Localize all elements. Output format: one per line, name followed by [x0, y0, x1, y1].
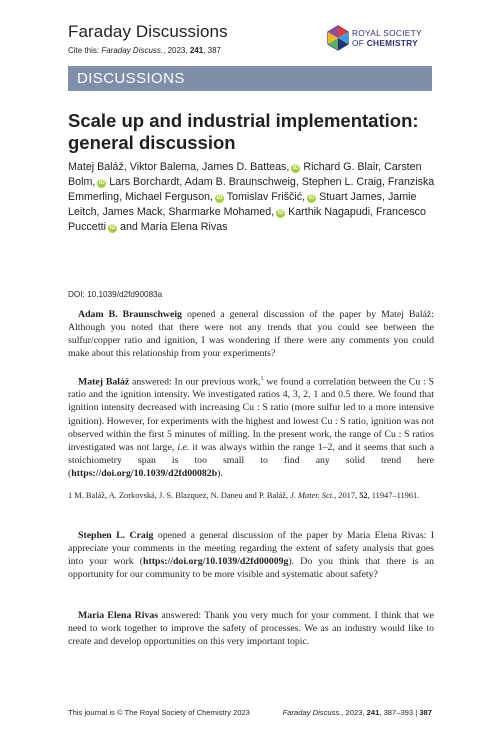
paragraph-text: opened a general discussion of the paper by Matej Baláž: Although you noted that there were not any trends that you could see between the sulfur/copper ratio and ignition, I was wondering if there were any comments you could make about this relationship from your experiments?: [68, 309, 435, 360]
cite-page: , 387: [203, 46, 221, 55]
doi-link[interactable]: https://doi.org/10.1039/d2fd00082b: [71, 467, 218, 479]
footer-volume: 241: [366, 708, 380, 717]
speaker-name: Adam B. Braunschweig: [78, 309, 182, 320]
orcid-icon[interactable]: iD: [292, 165, 299, 171]
cite-prefix: Cite this:: [68, 46, 102, 55]
author-group: Tomislav Friščić,: [223, 191, 306, 203]
section-label: DISCUSSIONS: [77, 70, 185, 87]
author-group: and Maria Elena Rivas: [117, 221, 228, 233]
reference-volume: 52: [359, 491, 368, 500]
author-group: Matej Baláž, Viktor Balema, James D. Batteas,: [68, 161, 290, 173]
cite-volume: 241: [189, 46, 204, 55]
rsc-hexagon-logo-icon: [326, 25, 350, 53]
publisher-line-1: ROYAL SOCIETY: [352, 28, 422, 38]
paragraph-text: opened a general discussion of the paper by Maria Elena Rivas: I appreciate your comments in the meeting regarding the extent of safety analysis that goes into your work (: [68, 530, 435, 568]
page-number: 387: [419, 708, 432, 717]
author-group: Stuart James, Jamie Leitch, James Mack, Sharmarke Mohamed,: [68, 191, 417, 218]
orcid-icon[interactable]: iD: [277, 210, 284, 216]
author-group: Richard G. Blair, Carsten Bolm,: [68, 161, 422, 188]
discussion-paragraph: [68, 609, 434, 648]
footer-journal: Faraday Discuss.: [282, 708, 342, 717]
doi-link[interactable]: https://doi.org/10.1039/d2fd00009g: [143, 556, 289, 568]
publisher-of: OF: [352, 38, 367, 48]
cite-journal: Faraday Discuss.: [101, 46, 164, 55]
paragraph-text: answered: In our previous work,: [129, 376, 261, 388]
orcid-icon[interactable]: iD: [109, 225, 116, 231]
publisher-name: [352, 28, 422, 48]
discussion-paragraph: [68, 373, 434, 480]
paragraph-text: i.e.: [177, 441, 190, 453]
publisher-chemistry: CHEMISTRY: [366, 38, 418, 48]
page-footer: [68, 708, 432, 717]
discussion-paragraph: [68, 308, 434, 360]
speaker-name: Maria Elena Rivas: [78, 610, 159, 621]
article-title: [68, 110, 438, 154]
section-band: [68, 66, 432, 91]
cite-year: , 2023,: [163, 46, 190, 55]
reference-entry: [68, 490, 434, 501]
reference-journal: J. Mater. Sci.: [290, 491, 335, 500]
reference-marker[interactable]: 1: [260, 376, 264, 382]
reference-authors: 1 M. Baláž, A. Zorkovská, J. S. Blazquez, N. Daneu and P. Baláž,: [68, 491, 291, 500]
citation-line: [68, 46, 221, 55]
author-list: [68, 160, 438, 235]
footer-copyright: This journal is © The Royal Society of Chemistry 2023: [68, 708, 250, 717]
doi[interactable]: DOI: 10.1039/d2fd90083a: [68, 290, 163, 299]
footer-pages: , 387–393 |: [379, 708, 420, 717]
title-line-2: general discussion: [68, 132, 236, 153]
journal-name: Faraday Discussions: [68, 22, 228, 41]
speaker-name: Stephen L. Craig: [78, 530, 154, 541]
author-group: Karthik Nagapudi, Francesco Puccetti: [68, 206, 426, 233]
orcid-icon[interactable]: iD: [216, 195, 223, 201]
paragraph-text: ).: [217, 467, 223, 479]
footer-year: , 2023,: [341, 708, 367, 717]
publisher-line-2: [352, 38, 422, 48]
paragraph-text: answered: Thank you very much for your comment. I think that we need to work together to improve the safety of processes. We as an industry would like to create and develop opportunities on this very important topic.: [68, 610, 434, 648]
orcid-icon[interactable]: iD: [308, 195, 315, 201]
paragraph-text: ). Do you think that there is an opportunity for our community to be more visible and systematic about safety?: [68, 556, 434, 581]
publisher-logo: [326, 24, 446, 54]
title-line-1: Scale up and industrial implementation:: [68, 110, 419, 131]
orcid-icon[interactable]: iD: [98, 180, 105, 186]
reference-year: , 2017,: [334, 491, 360, 500]
footer-citation: [283, 708, 432, 717]
paragraph-text: we found a correlation between the Cu : S ratio and the ignition intensity. We investigated ratios 4, 3, 2, 1 and 0.5 there. We found that ignition intensity decreased with increasing Cu : S ratio (more sulfur led to a more intensive ignition). However, for experiments with the highest and lowest Cu : S ratio, ignition was not observed within the first 5 minutes of milling. In the present work, the range of Cu : S ratios investigated was not large,: [68, 376, 435, 453]
speaker-name: Matej Baláž: [78, 376, 130, 388]
paragraph-text: it was always within the range 1–2, and it seems that such a stoichiometry span is too small to find any solid trend here (: [68, 441, 434, 479]
reference-pages: , 11947–11961.: [367, 491, 420, 500]
author-group: Lars Borchardt, Adam B. Braunschweig, Stephen L. Craig, Franziska Emmerling, Michael Ferguson,: [68, 176, 435, 203]
discussion-paragraph: [68, 529, 434, 581]
